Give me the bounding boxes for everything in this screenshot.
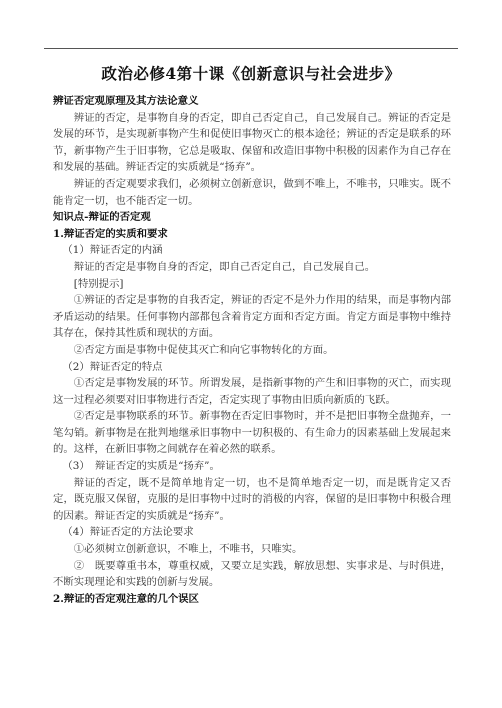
section-heading: 2.辩证的否定观注意的几个误区 — [53, 592, 199, 605]
section-heading: 辨证否定观原理及其方法论意义 — [53, 95, 199, 107]
body-paragraph: ①辨证的否定是事物的自我否定，辨证的否定不是外力作用的结果，而是事物内部矛盾运动的结果。任何事物内部都包含着肯定方面和否定方面。肯定方面是事物中维持其存在，保持其性质和现状的方面。 — [53, 294, 451, 340]
body-paragraph: （2）辩证否定的特点 — [62, 360, 163, 373]
header-rule — [44, 48, 458, 49]
body-paragraph: ①必须树立创新意识，不唯上，不唯书，只唯实。 — [73, 543, 303, 556]
body-paragraph: ②否定是事物联系的环节。新事物在否定旧事物时，并不是把旧事物全盘抛弃，一笔勾销。新事物是在批判地继承旧事物中一切积极的、有生命力的因素基础上发展起来的。这样，在新旧事物之间就存在着必然的联系。 — [53, 410, 451, 456]
body-paragraph: ②否定方面是事物中促使其灭亡和向它事物转化的方面。 — [73, 343, 334, 356]
body-paragraph: ①否定是事物发展的环节。所谓发展，是指新事物的产生和旧事物的灭亡，而实现这一过程必须要对旧事物进行否定，否定实现了事物由旧质向新质的飞跃。 — [53, 377, 451, 406]
body-paragraph: 辨证的否定观要求我们，必须树立创新意识，做到不唯上，不唯书，只唯实。既不能肯定一切，也不能否定一切。 — [53, 177, 451, 207]
body-paragraph: （3） 辩证否定的实质是“扬弃”。 — [62, 460, 220, 473]
body-paragraph: ② 既要尊重书本，尊重权威，又要立足实践，解放思想、实事求是、与时俱进，不断实现理论和实践的创新与发展。 — [53, 559, 451, 589]
body-paragraph: （1）辩证否定的内涵 — [62, 244, 163, 257]
body-paragraph: [特别提示] — [73, 277, 124, 290]
section-heading: 知识点-辩证的否定观 — [53, 211, 151, 224]
page-title: 政治必修4第十课《创新意识与社会进步》 — [101, 64, 401, 83]
section-heading: 1.辩证否定的实质和要求 — [53, 227, 168, 240]
body-paragraph: 辩证的否定，既不是简单地肯定一切，也不是简单地否定一切，而是既肯定又否定，既克服又保留，克服的是旧事物中过时的消极的内容，保留的是旧事物中积极合理的因素。辩证否定的实质就是“扬弃”。 — [53, 476, 451, 522]
body-paragraph: 辩证的否定是事物自身的否定，即自己否定自己，自己发展自己。 — [73, 260, 376, 273]
body-paragraph: （4）辩证否定的方法论要求 — [62, 526, 194, 539]
document-body — [53, 93, 451, 607]
body-paragraph: 辨证的否定，是事物自身的否定，即自己否定自己，自己发展自己。辨证的否定是发展的环节，是实现新事物产生和促使旧事物灭亡的根本途径；辨证的否定是联系的环节，新事物产生于旧事物，它总是吸取、保留和改造旧事物中积极的因素作为自己存在和发展的基础。辨证否定的实质就是“扬弃”。 — [53, 111, 451, 174]
